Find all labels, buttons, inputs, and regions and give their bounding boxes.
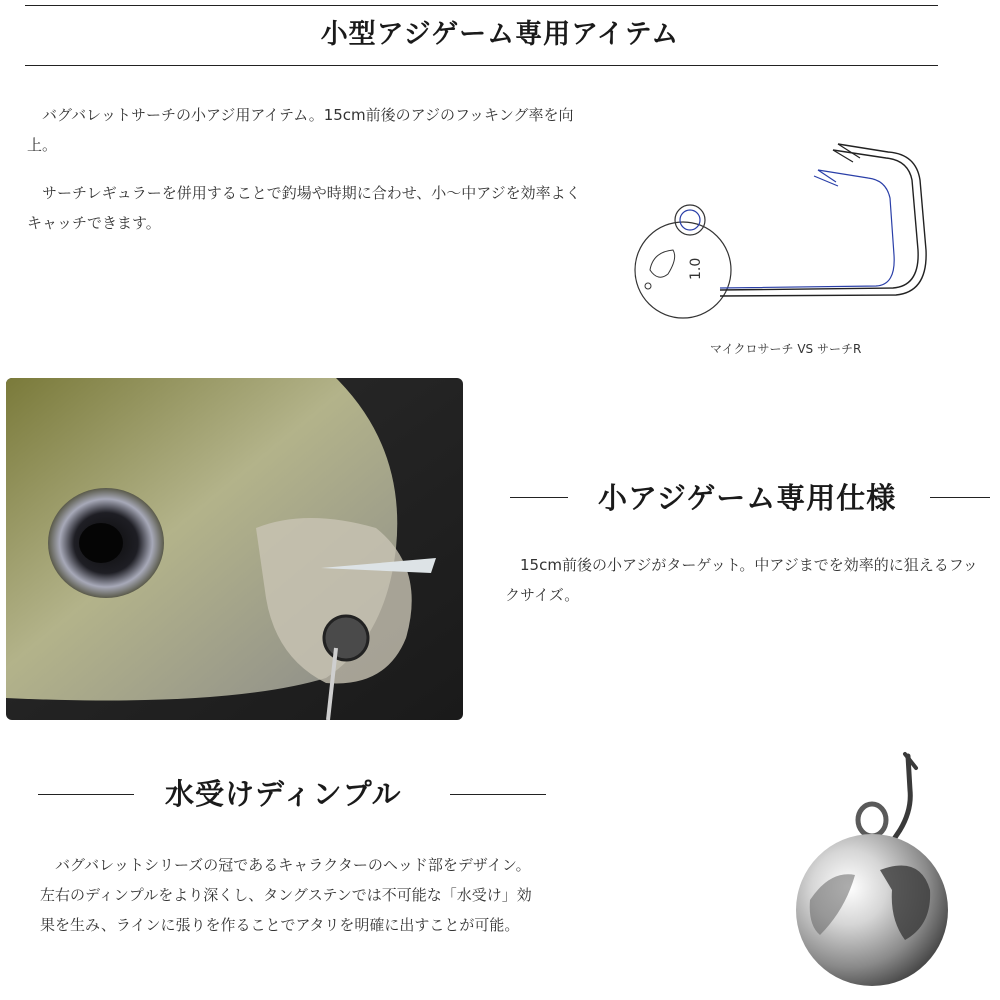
spec-heading-left-rule [510, 497, 568, 498]
header-top-rule [25, 5, 938, 6]
intro-paragraph-2: サーチレギュラーを併用することで釣場や時期に合わせ、小～中アジを効率よくキャッチできます。 [27, 184, 581, 232]
intro-paragraph-1: バグバレットサーチの小アジ用アイテム。15cm前後のアジのフッキング率を向上。 [27, 106, 574, 154]
diagram-caption: マイクロサーチ VS サーチR [710, 342, 862, 356]
dimple-heading-left-rule [38, 794, 134, 795]
dimple-heading: 水受けディンプル [165, 777, 402, 811]
jig-head-outline [635, 222, 731, 318]
hook-micro [720, 170, 894, 288]
dimple-heading-right-rule [450, 794, 546, 795]
spec-body: 15cm前後の小アジがターゲット。中アジまでを効率的に狙えるフックサイズ。 [505, 556, 978, 604]
spec-heading: 小アジゲーム専用仕様 [598, 481, 897, 515]
spec-heading-right-rule [930, 497, 990, 498]
head-weight-mark: 1.0 [688, 257, 704, 280]
fish-photo [6, 378, 463, 720]
jig-head-render [780, 750, 960, 990]
hook-regular-outer [720, 144, 926, 296]
page-title: 小型アジゲーム専用アイテム [320, 19, 680, 50]
header-bottom-rule [25, 65, 938, 66]
hook-comparison-diagram [628, 140, 938, 340]
dimple-body: バグバレットシリーズの冠であるキャラクターのヘッド部をデザイン。左右のディンプルをより深くし、タングステンでは不可能な「水受け」効果を生み、ラインに張りを作ることでアタリを明確に出すことが可能。 [40, 856, 532, 934]
